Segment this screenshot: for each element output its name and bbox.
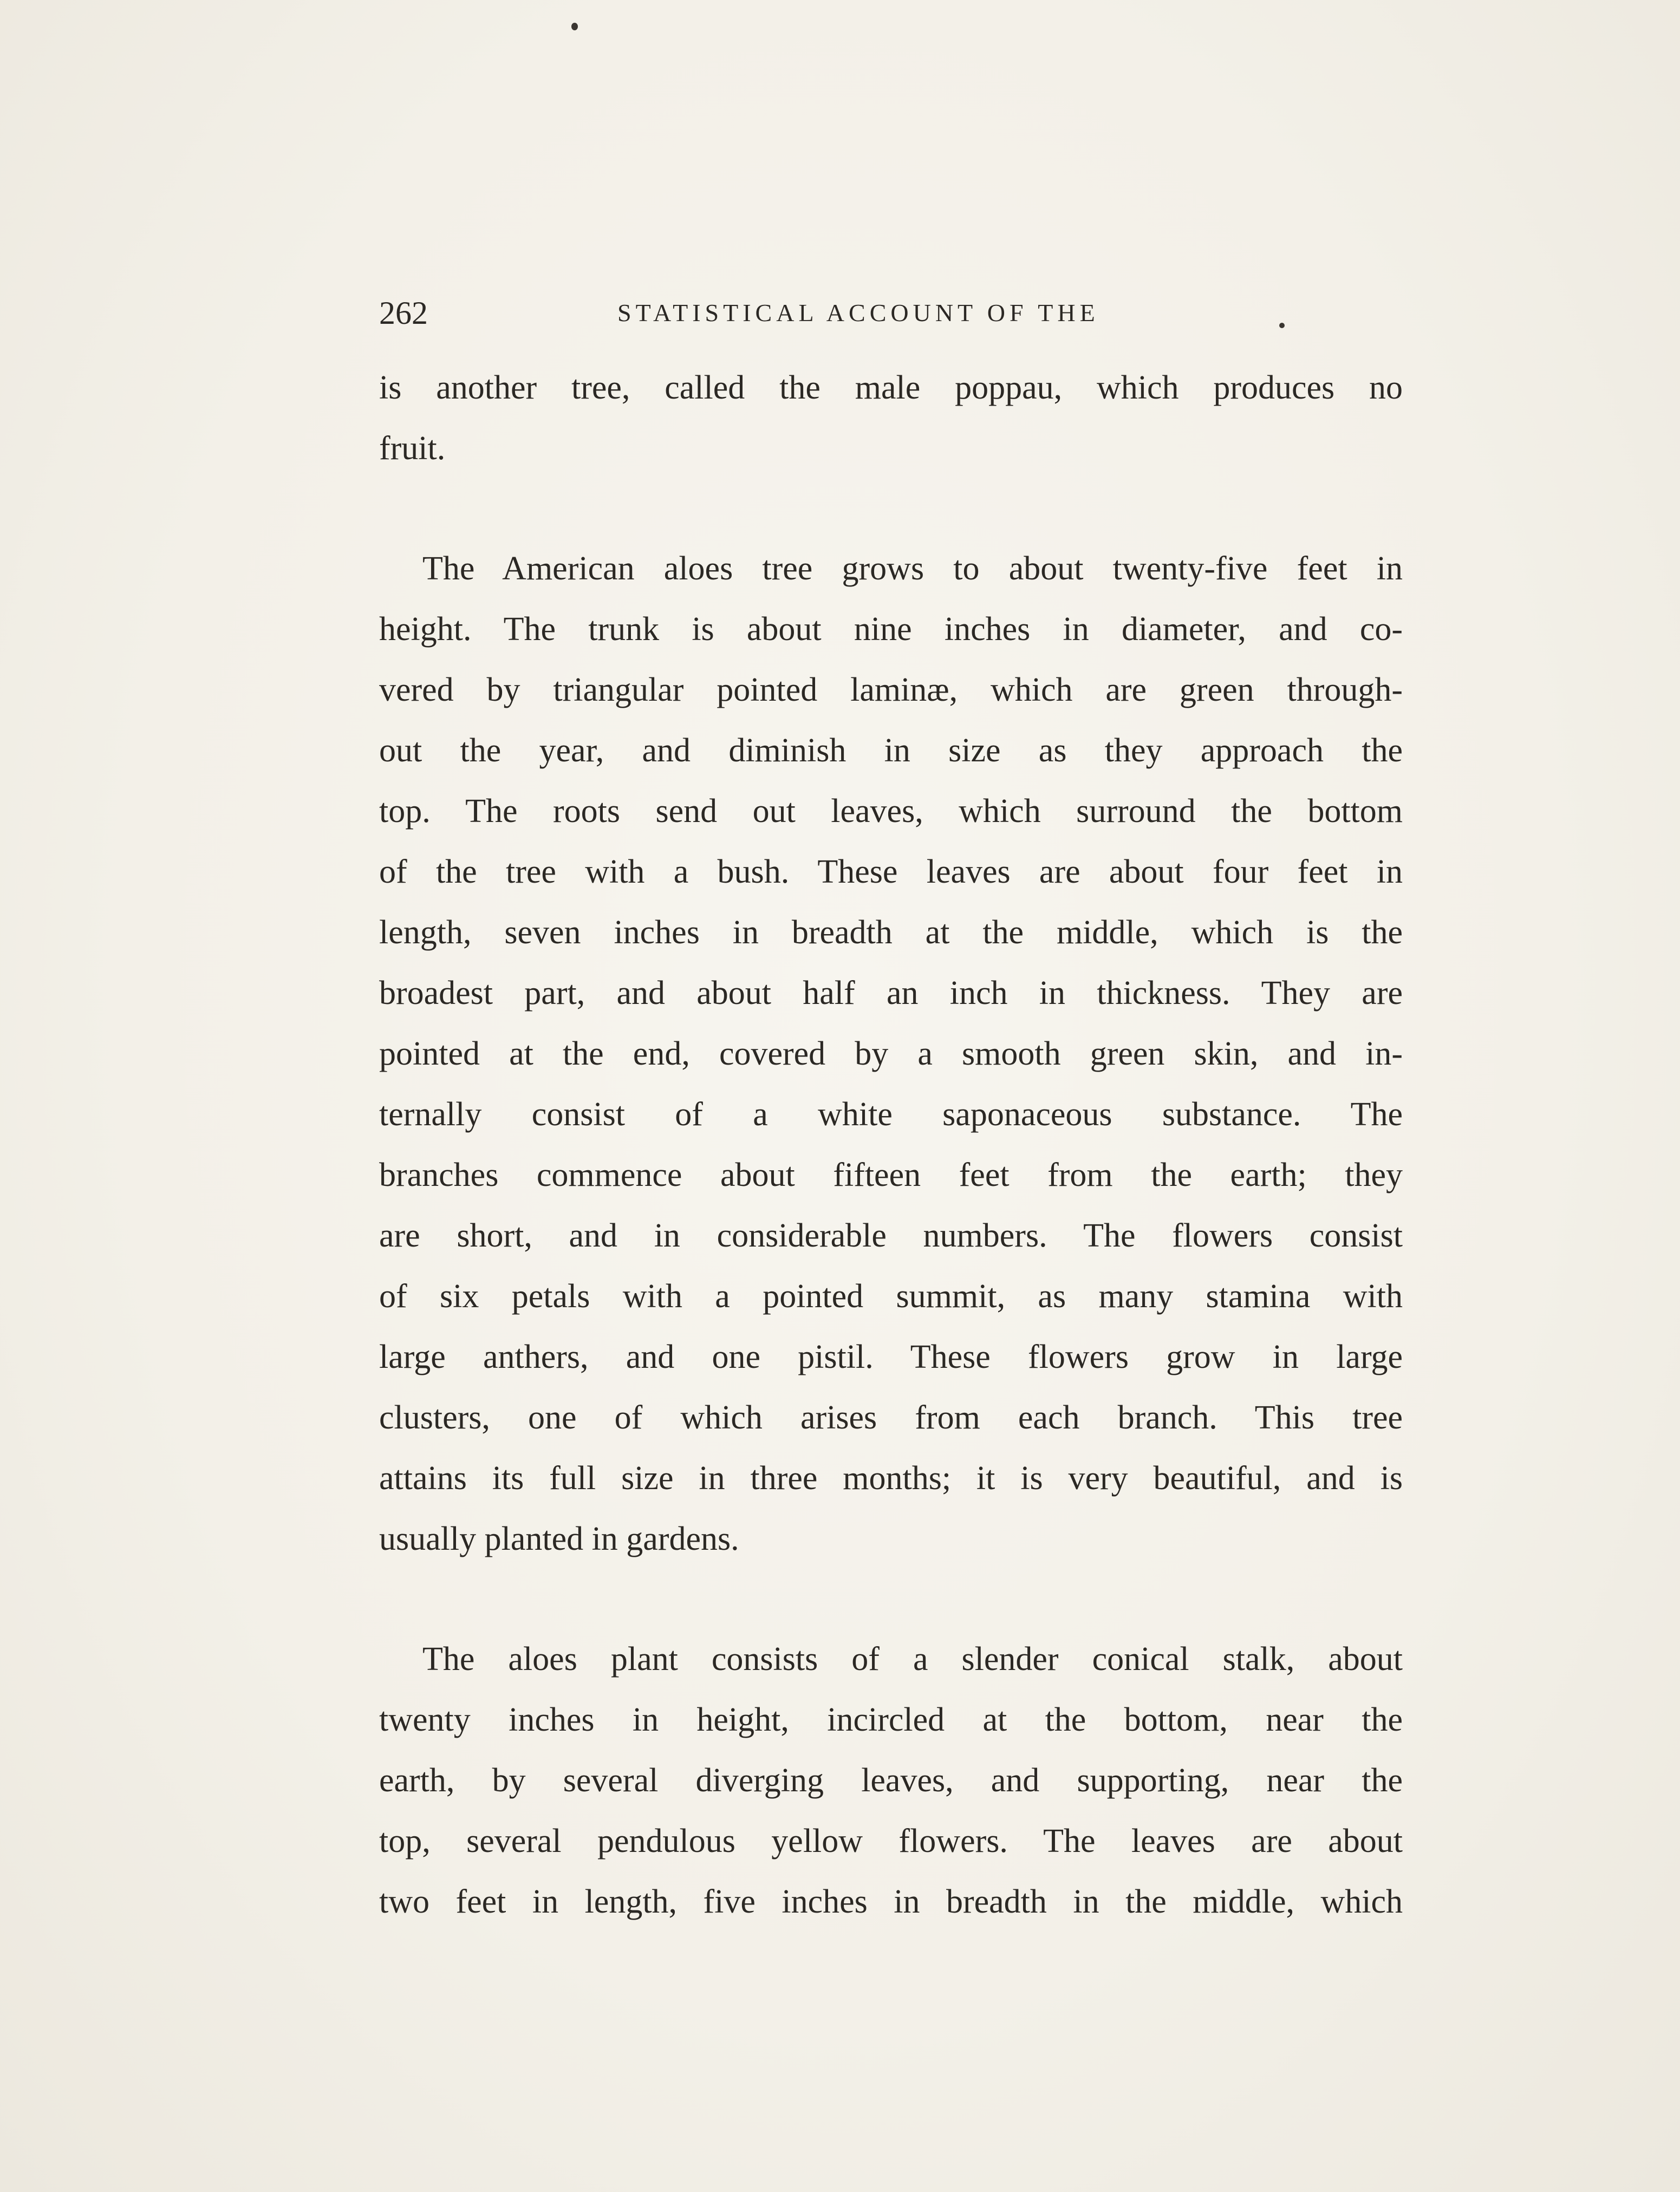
paragraph-2 — [379, 538, 1403, 1569]
text-line: twenty inches in height, incircled at the bottom, near the — [379, 1701, 1403, 1738]
text-line: height. The trunk is about nine inches in diameter, and co- — [379, 611, 1403, 648]
paragraph-1 — [379, 357, 1403, 479]
text-line: two feet in length, five inches in breadth in the middle, which — [379, 1883, 1403, 1920]
text-line: vered by triangular pointed laminæ, which are green through- — [379, 671, 1403, 708]
text-line: of six petals with a pointed summit, as many stamina with — [379, 1278, 1403, 1315]
text-line: top, several pendulous yellow flowers. The leaves are about — [379, 1823, 1403, 1860]
text-line: The aloes plant consists of a slender conical stalk, about — [422, 1641, 1403, 1678]
text-line: usually planted in gardens. — [379, 1521, 739, 1557]
paragraph-3 — [379, 1629, 1403, 1932]
text-line: The American aloes tree grows to about twenty-five feet in — [422, 550, 1403, 587]
text-line: fruit. — [379, 430, 446, 467]
text-line: pointed at the end, covered by a smooth green skin, and in- — [379, 1035, 1403, 1072]
text-line: earth, by several diverging leaves, and supporting, near the — [379, 1762, 1403, 1799]
text-line: branches commence about fifteen feet from the earth; they — [379, 1157, 1403, 1193]
text-line: length, seven inches in breadth at the middle, which is the — [379, 914, 1403, 951]
text-line: of the tree with a bush. These leaves are about four feet in — [379, 853, 1403, 890]
paragraph-spacing — [379, 1569, 1403, 1629]
page-number: 262 — [379, 295, 428, 331]
body-text — [379, 357, 1403, 1932]
ink-speck — [571, 23, 578, 30]
text-line: large anthers, and one pistil. These flowers grow in large — [379, 1339, 1403, 1375]
text-line: top. The roots send out leaves, which surround the bottom — [379, 793, 1403, 830]
text-line: are short, and in considerable numbers. The flowers consist — [379, 1217, 1403, 1254]
text-line: out the year, and diminish in size as they approach the — [379, 732, 1403, 769]
text-line: clusters, one of which arises from each branch. This tree — [379, 1399, 1403, 1436]
running-head: STATISTICAL ACCOUNT OF THE — [617, 299, 1099, 327]
text-line: attains its full size in three months; it is very beautiful, and is — [379, 1460, 1403, 1497]
text-line: broadest part, and about half an inch in thickness. They are — [379, 975, 1403, 1012]
text-line: is another tree, called the male poppau, which produces no — [379, 369, 1403, 406]
paragraph-spacing — [379, 479, 1403, 538]
text-line: ternally consist of a white saponaceous substance. The — [379, 1096, 1403, 1133]
page-header — [379, 291, 1300, 335]
